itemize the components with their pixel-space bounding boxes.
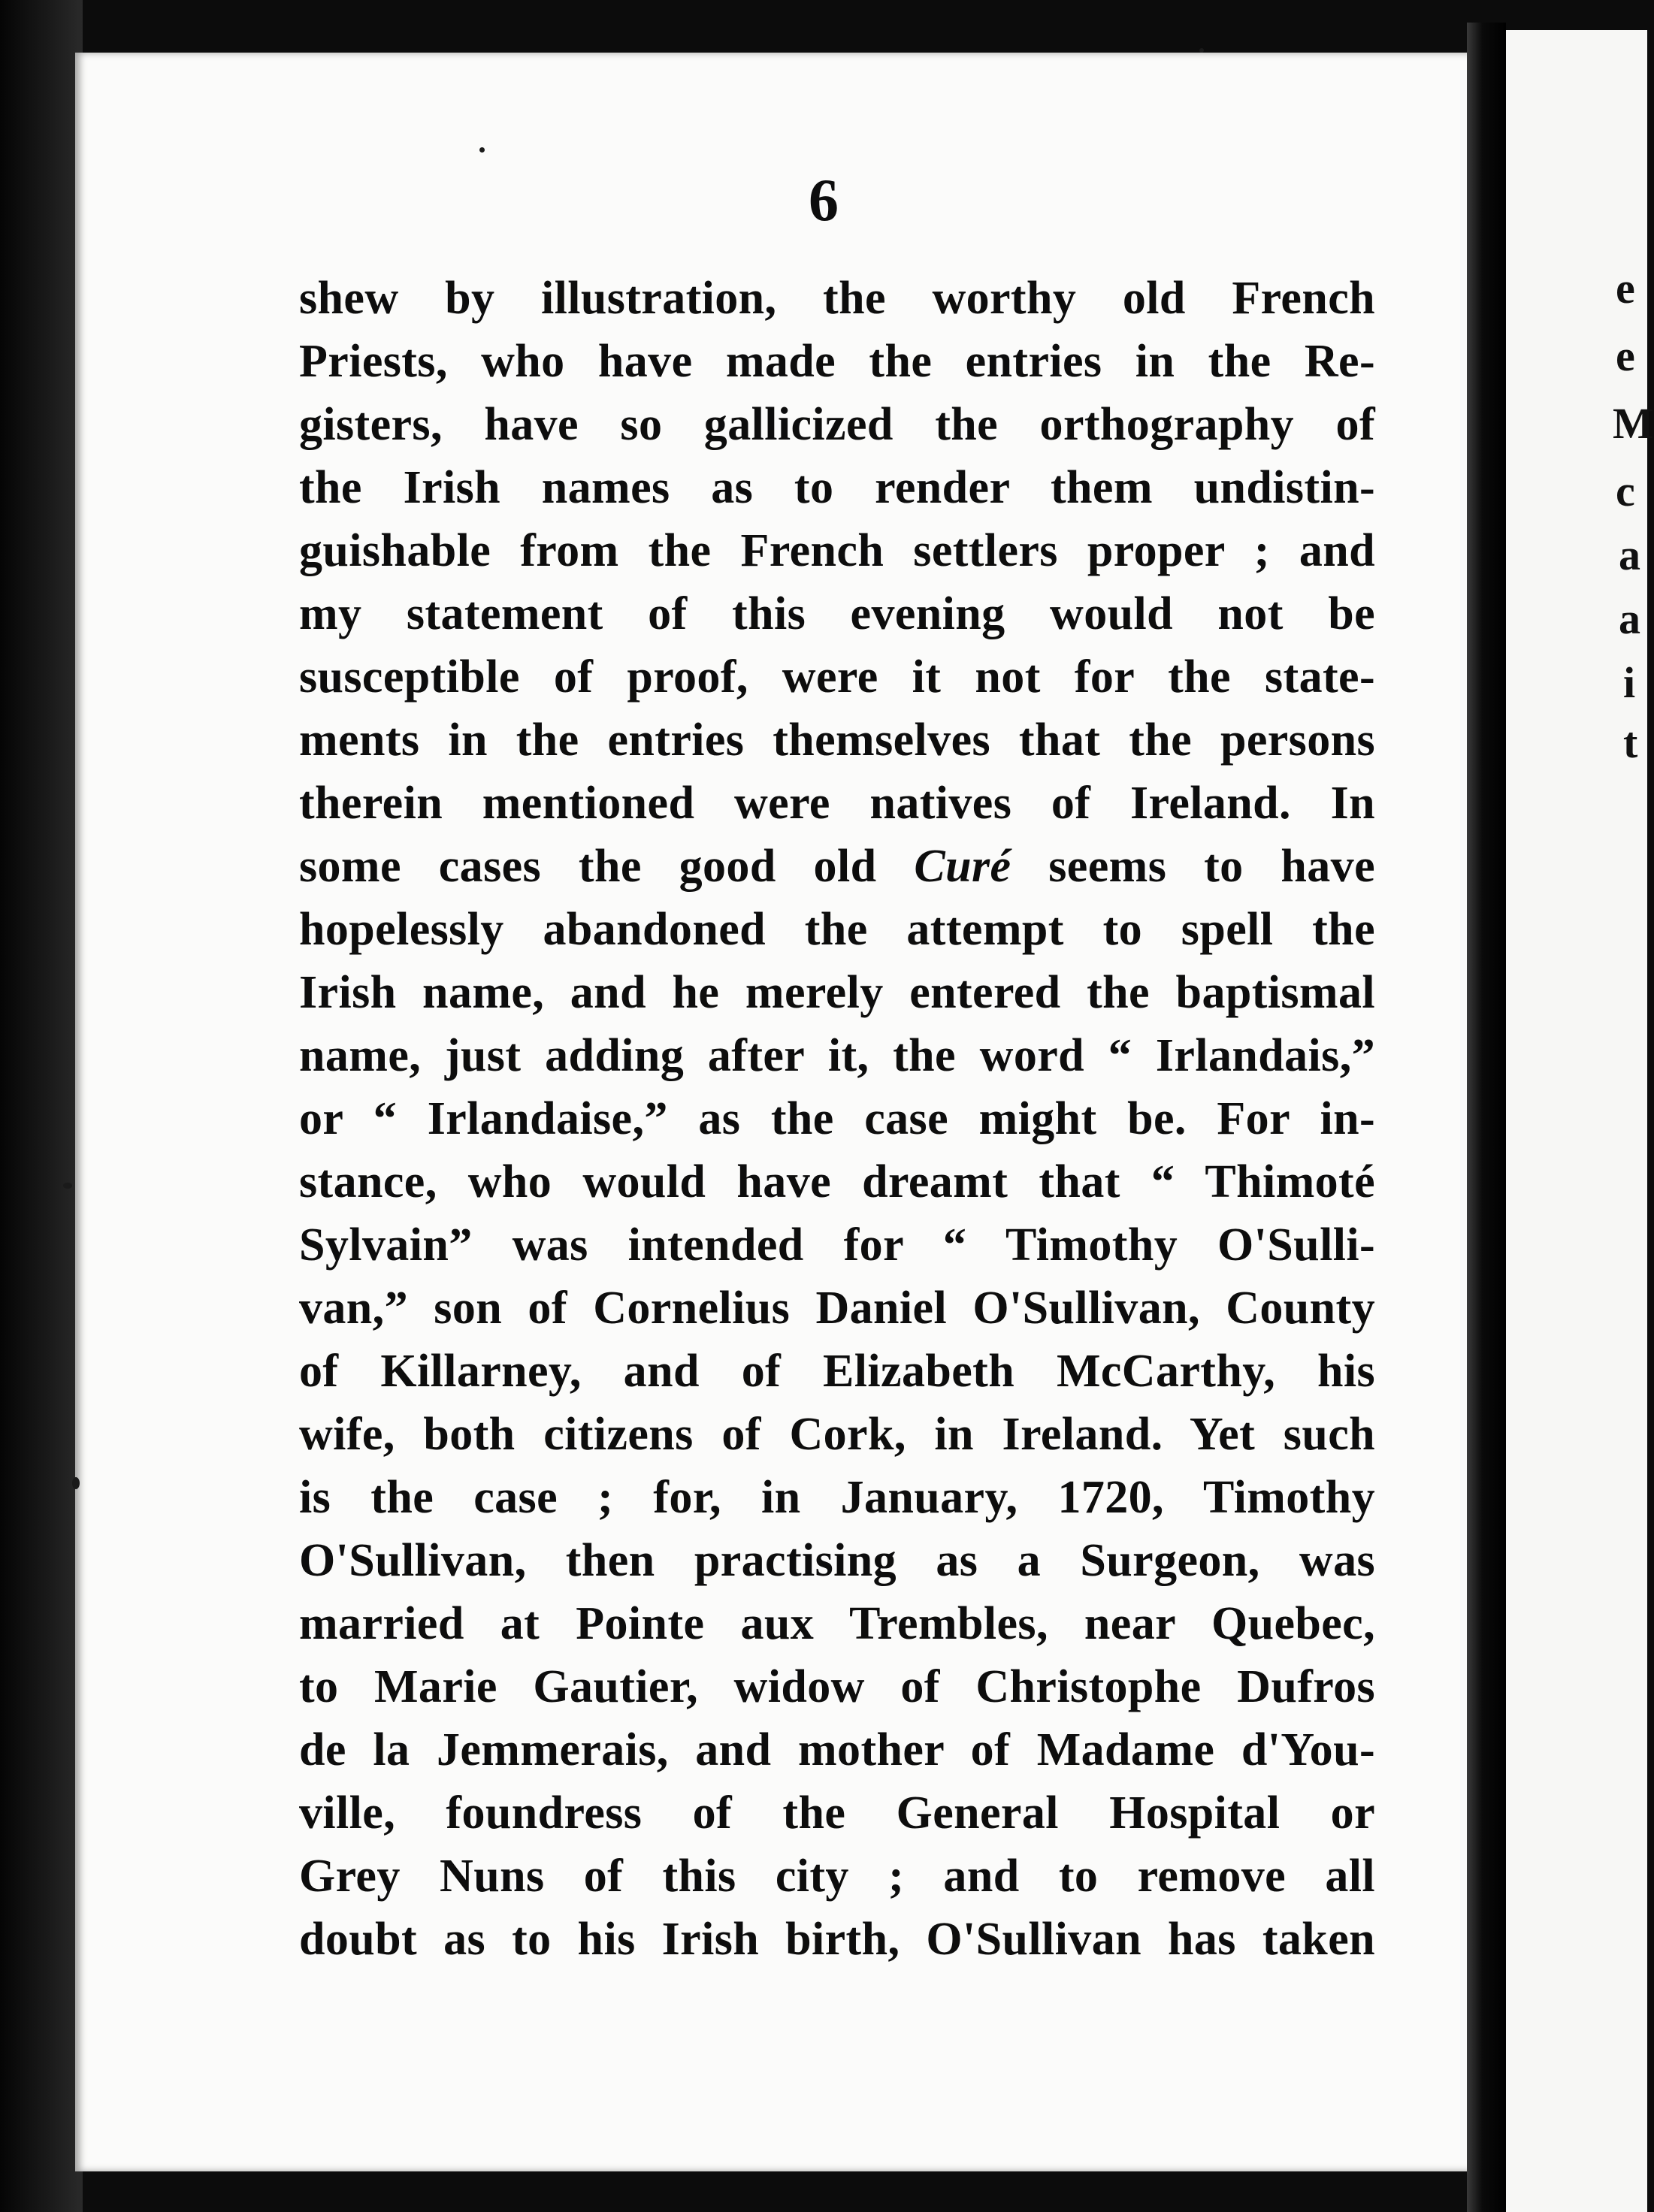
scan-speck	[72, 1477, 80, 1489]
text-line: wife, both citizens of Cork, in Ireland. Yet such	[299, 1409, 1375, 1460]
text-line: doubt as to his Irish birth, O'Sullivan has taken	[299, 1914, 1375, 1965]
text-line: Priests, who have made the entries in the Re-	[299, 336, 1375, 387]
text-segment: some cases the good old	[299, 841, 915, 892]
text-line: my statement of this evening would not be	[299, 588, 1375, 639]
text-line: van,” son of Cornelius Daniel O'Sullivan, County	[299, 1283, 1375, 1334]
text-line: married at Pointe aux Trembles, near Quebec,	[299, 1598, 1375, 1649]
text-line: gisters, have so gallicized the orthography of	[299, 399, 1375, 450]
facing-page-letter: e	[1616, 331, 1635, 380]
page-number: 6	[809, 168, 839, 234]
facing-page-letter: a	[1619, 530, 1640, 579]
scan-speck	[479, 147, 485, 153]
facing-page-letter: M	[1613, 399, 1654, 448]
text-line: of Killarney, and of Elizabeth McCarthy, his	[299, 1346, 1375, 1397]
body-text	[299, 267, 1375, 1971]
facing-page-letter: c	[1616, 467, 1635, 515]
text-line: or “ Irlandaise,” as the case might be. For in-	[299, 1093, 1375, 1144]
facing-page-letter: a	[1619, 594, 1640, 643]
scanner-left-shadow	[0, 0, 83, 2212]
italic-word-cure: Curé	[914, 841, 1011, 892]
scan-speck	[63, 1183, 72, 1189]
scan-speck	[1199, 48, 1204, 53]
text-line: Sylvain” was intended for “ Timothy O'Sulli-	[299, 1219, 1375, 1271]
text-line: O'Sullivan, then practising as a Surgeon, was	[299, 1535, 1375, 1586]
text-line: Grey Nuns of this city ; and to remove all	[299, 1851, 1375, 1902]
text-line: de la Jemmerais, and mother of Madame d'You-	[299, 1724, 1375, 1775]
text-line: therein mentioned were natives of Ireland. In	[299, 778, 1375, 829]
text-segment: seems to have	[1011, 841, 1375, 892]
text-line: hopelessly abandoned the attempt to spell the	[299, 904, 1375, 955]
text-line: name, just adding after it, the word “ Irlandais,”	[299, 1030, 1375, 1081]
text-line: shew by illustration, the worthy old French	[299, 273, 1375, 324]
text-line: ments in the entries themselves that the persons	[299, 715, 1375, 766]
text-line: stance, who would have dreamt that “ Thimoté	[299, 1156, 1375, 1207]
text-line: susceptible of proof, were it not for the state-	[299, 651, 1375, 703]
text-line: guishable from the French settlers proper ; and	[299, 525, 1375, 576]
text-line: to Marie Gautier, widow of Christophe Dufros	[299, 1661, 1375, 1712]
facing-page-letter: e	[1616, 264, 1635, 313]
facing-page-edge	[1506, 30, 1654, 2212]
text-line: ville, foundress of the General Hospital or	[299, 1787, 1375, 1839]
text-line: is the case ; for, in January, 1720, Timothy	[299, 1472, 1375, 1523]
text-line: Irish name, and he merely entered the baptismal	[299, 967, 1375, 1018]
facing-page-letter: t	[1623, 718, 1638, 767]
text-line	[299, 835, 1375, 898]
facing-page-letter: i	[1623, 658, 1636, 707]
text-line: the Irish names as to render them undistin-	[299, 462, 1375, 513]
page-gutter	[1467, 23, 1506, 2212]
